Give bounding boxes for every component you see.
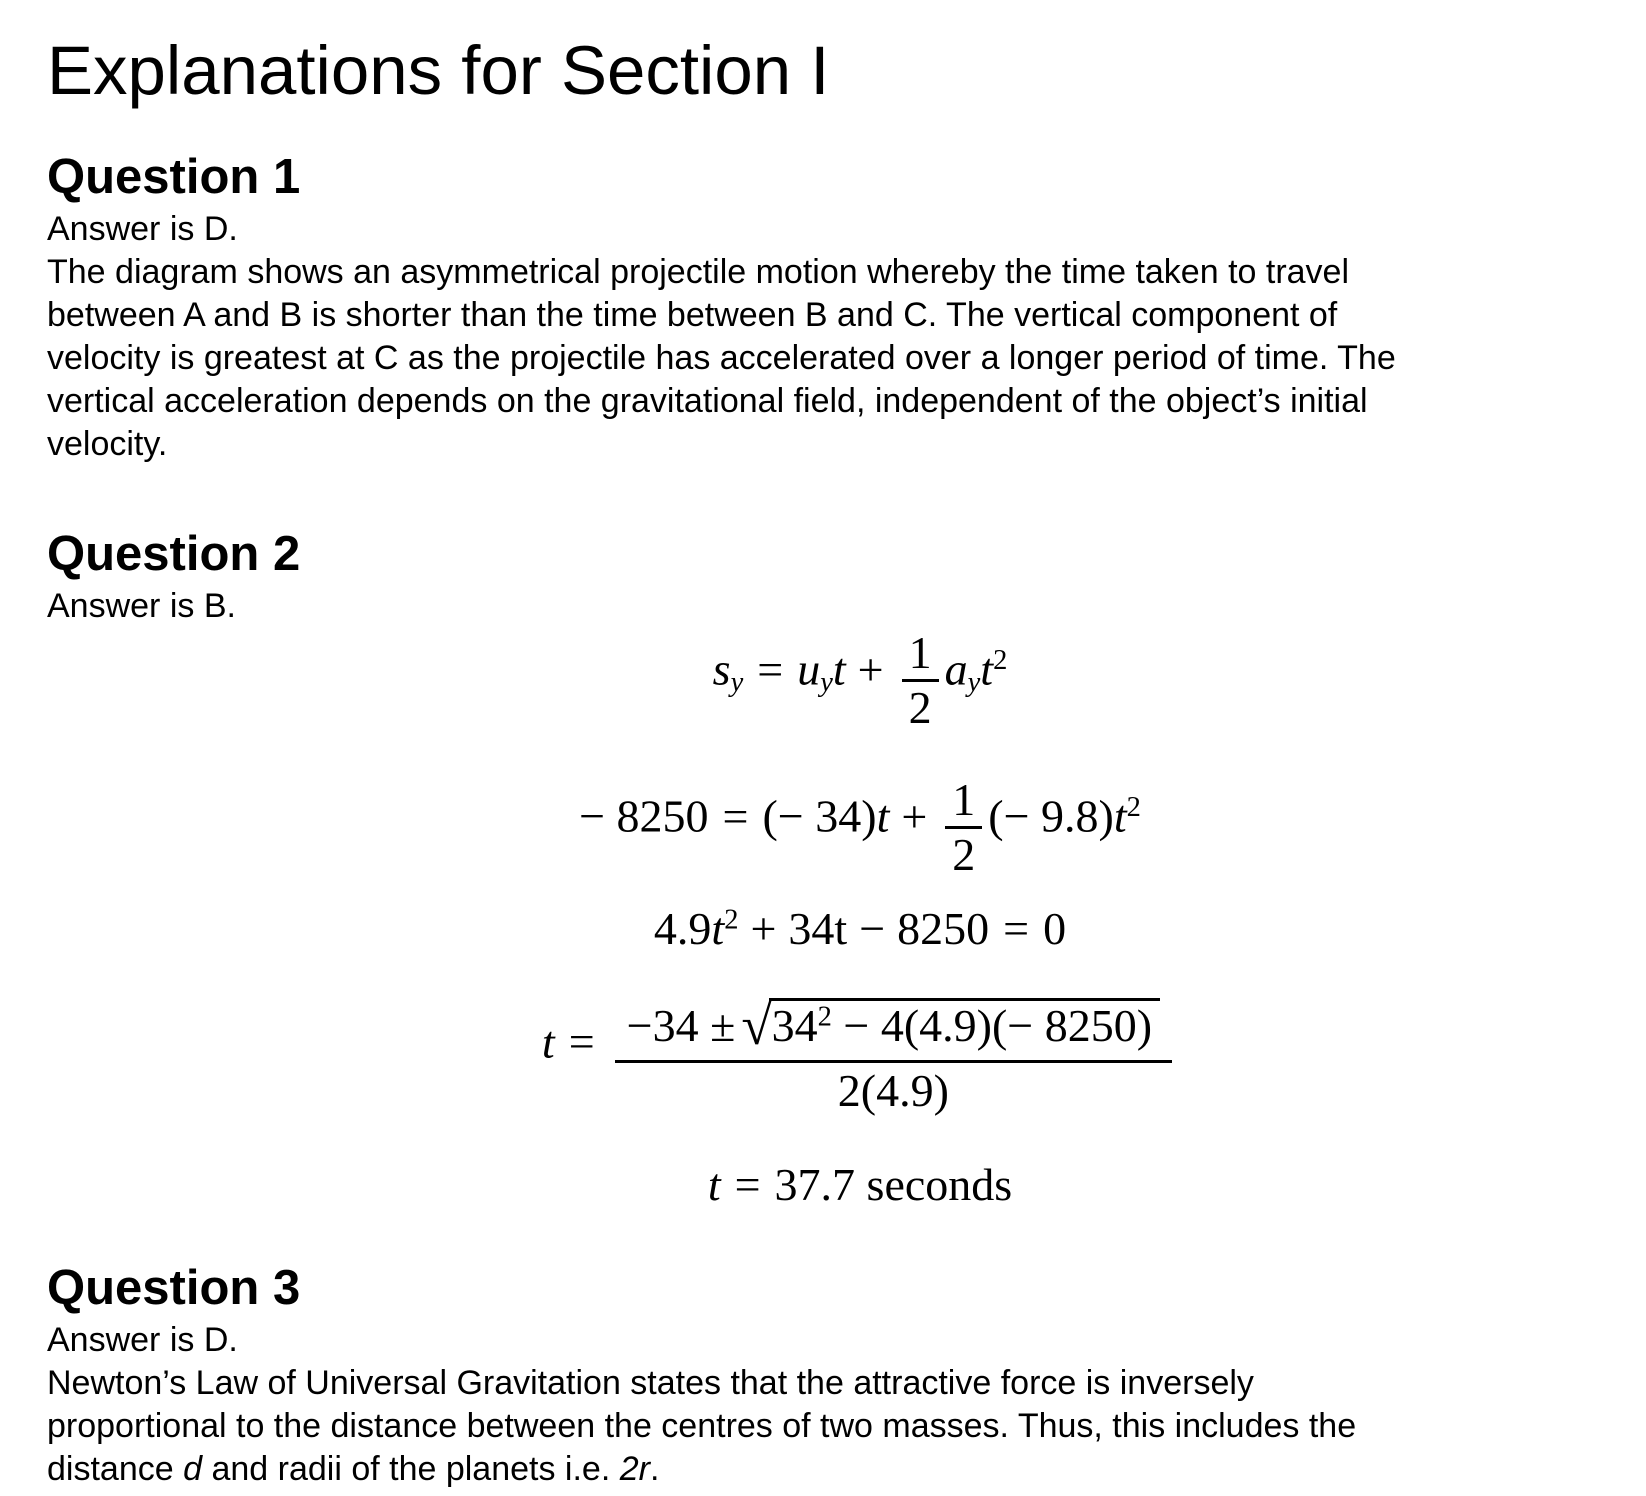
fraction-denominator: 2: [952, 829, 976, 881]
variable-2r: 2r: [619, 1449, 650, 1488]
question-3-heading: Question 3: [47, 1260, 301, 1315]
minus-sign: −: [859, 903, 886, 955]
equals-sign: =: [1003, 903, 1030, 955]
equals-sign: =: [734, 1159, 761, 1211]
variable-d: d: [183, 1449, 203, 1488]
equals-sign: =: [757, 643, 784, 695]
paragraph-text: and radii of the planets i.e.: [202, 1449, 620, 1488]
math-superscript: 2: [993, 645, 1008, 676]
paragraph-line: The diagram shows an asymmetrical projectile motion whereby the time taken to travel: [47, 253, 1350, 292]
paragraph-line: velocity.: [47, 425, 168, 464]
question-2-heading: Question 2: [47, 527, 301, 582]
paragraph-line: vertical acceleration depends on the gravitational field, independent of the object’s initial: [47, 382, 1368, 421]
fraction: [615, 995, 1172, 1117]
paragraph-text: .: [649, 1449, 660, 1488]
fraction-numerator: 1: [902, 630, 939, 682]
paragraph-line: velocity is greatest at C as the projectile has accelerated over a longer period of time. The: [47, 339, 1396, 378]
radical-sign-icon: √: [741, 995, 772, 1057]
equals-sign: =: [722, 790, 749, 842]
question-1-section: [47, 150, 1541, 466]
math-symbol: t: [876, 790, 890, 842]
fraction-numerator: [615, 995, 1172, 1064]
math-subscript: y: [967, 666, 981, 698]
equation-displacement: [179, 627, 1541, 734]
math-term: 0: [1043, 903, 1067, 955]
paragraph-line: Newton’s Law of Universal Gravitation states that the attractive force is inversely: [47, 1363, 1254, 1402]
math-symbol: t: [832, 643, 846, 695]
math-term: 37.7 seconds: [774, 1159, 1013, 1211]
equals-sign: =: [568, 1016, 595, 1068]
fraction-denominator: 2: [908, 682, 932, 734]
fraction-denominator: 2(4.9): [837, 1065, 949, 1117]
question-2-answer: Answer is B.: [47, 587, 236, 626]
fraction-numerator: 1: [945, 777, 982, 829]
question-1-heading: Question 1: [47, 150, 301, 205]
math-superscript: 2: [724, 904, 739, 936]
math-subscript: y: [730, 666, 744, 698]
math-term: 34t: [788, 903, 848, 955]
plus-sign: +: [901, 790, 928, 842]
math-term: − 4(4.9)(− 8250): [831, 999, 1153, 1051]
math-symbol: t: [1113, 790, 1127, 842]
paragraph-line: between A and B is shorter than the time between B and C. The vertical component of: [47, 296, 1338, 335]
question-1-explanation: [47, 251, 1541, 466]
math-superscript: 2: [1126, 792, 1141, 823]
page-title: Explanations for Section I: [47, 32, 830, 109]
math-term: 34: [771, 999, 818, 1051]
equation-quadratic-formula: [179, 995, 1541, 1117]
fraction-one-half: [945, 774, 982, 881]
equation-result: [179, 1160, 1541, 1210]
plus-sign: +: [750, 903, 777, 955]
math-symbol: t: [711, 903, 725, 955]
math-symbol: t: [980, 643, 994, 695]
math-symbol: a: [944, 643, 968, 695]
math-term: 4.9: [653, 903, 712, 955]
math-symbol: t: [541, 1016, 555, 1068]
question-2-section: [47, 527, 1541, 1211]
fraction-one-half: [902, 627, 939, 734]
paragraph-line: proportional to the distance between the centres of two masses. Thus, this includes the: [47, 1406, 1357, 1445]
math-symbol: t: [707, 1159, 721, 1211]
math-symbol: u: [797, 643, 821, 695]
math-term: −34 ±: [626, 999, 736, 1051]
math-symbol: s: [712, 643, 731, 695]
math-term: 8250: [897, 903, 990, 955]
math-term: − 8250: [579, 790, 709, 842]
question-1-answer: Answer is D.: [47, 210, 238, 249]
equation-substituted: [179, 774, 1541, 881]
question-3-section: [47, 1260, 1541, 1491]
equation-quadratic-form: [179, 904, 1541, 954]
equations-block: [47, 627, 1541, 1211]
radicand: [769, 998, 1160, 1049]
math-term: (− 34): [762, 790, 877, 842]
plus-sign: +: [857, 643, 884, 695]
question-3-answer: Answer is D.: [47, 1320, 238, 1359]
paragraph-text: distance: [47, 1449, 184, 1488]
math-term: (− 9.8): [988, 790, 1114, 842]
paragraph-line: [47, 1448, 1541, 1491]
math-subscript: y: [820, 666, 833, 698]
math-superscript: 2: [817, 1001, 832, 1033]
question-3-explanation: [47, 1362, 1541, 1491]
